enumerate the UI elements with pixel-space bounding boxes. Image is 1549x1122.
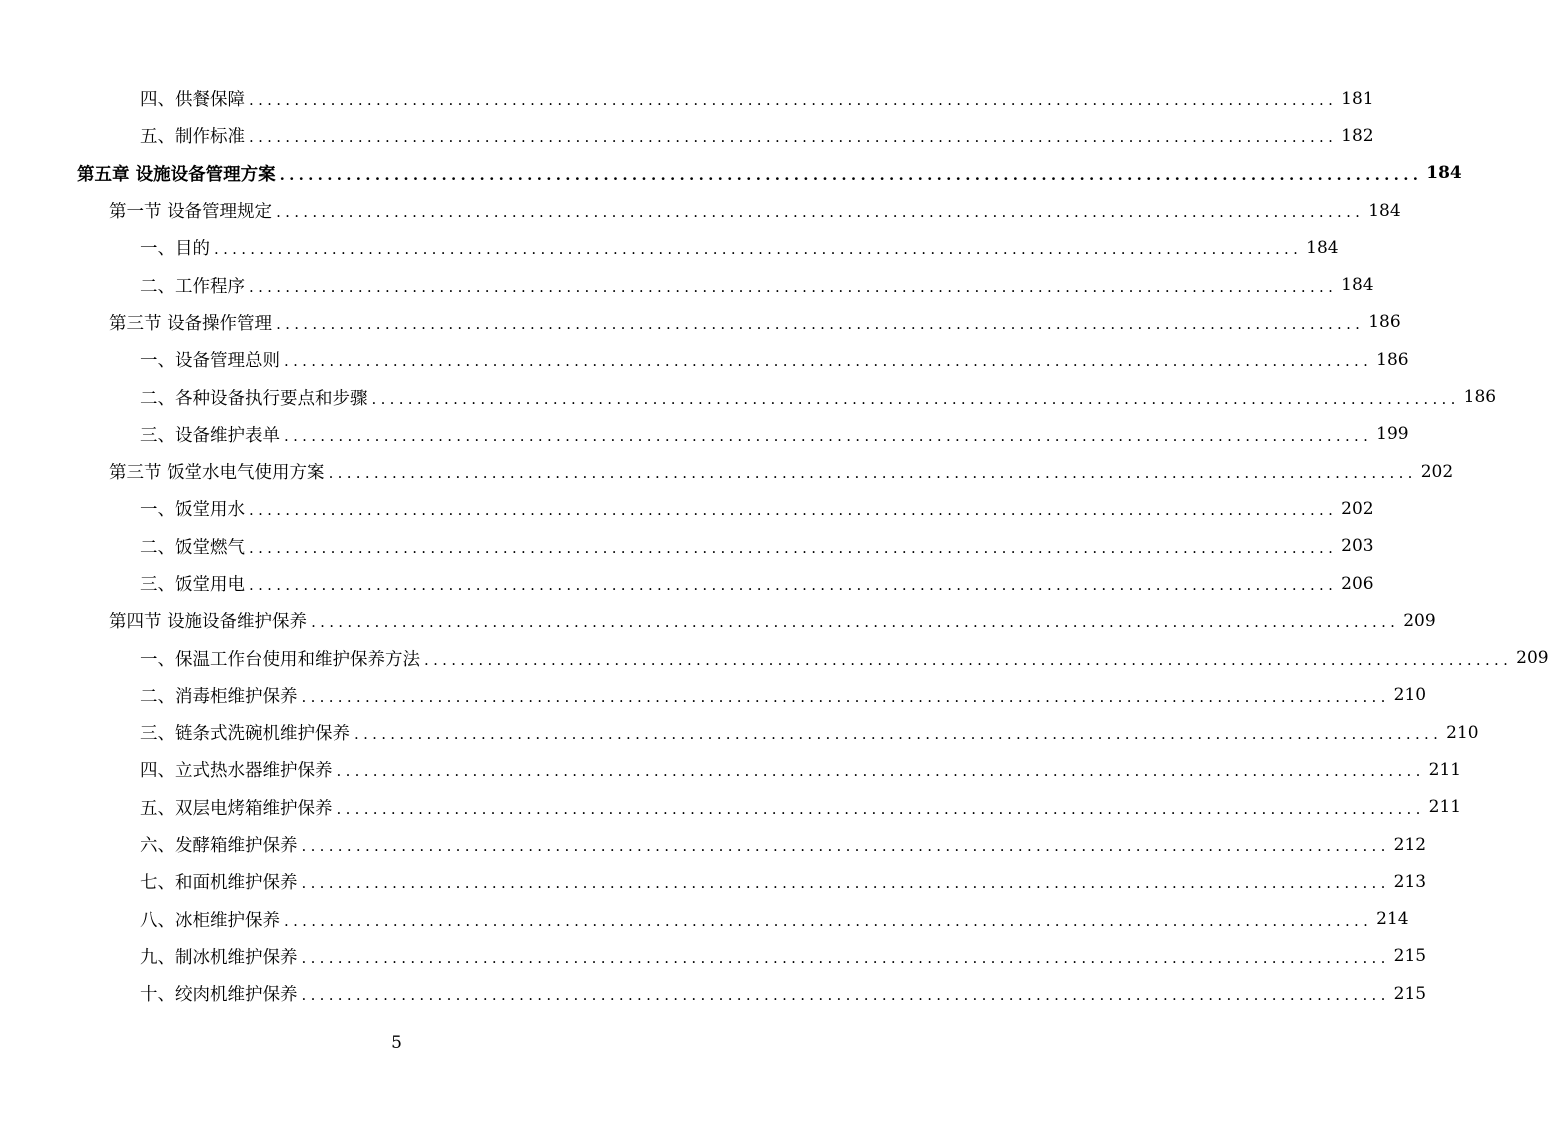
toc-entry-title: 七、和面机维护保养 xyxy=(140,873,298,894)
dot-leader: ........................................................................................................................ xyxy=(301,837,1390,856)
toc-entry-page: 211 xyxy=(1428,797,1462,818)
toc-entry[interactable] xyxy=(0,80,1374,117)
toc-entry-page: 214 xyxy=(1376,909,1409,930)
toc-entry-title: 五、制作标准 xyxy=(140,127,245,148)
toc-entry[interactable] xyxy=(0,789,1462,826)
dot-leader: ........................................................................................................................ xyxy=(249,576,1338,594)
toc-entry[interactable] xyxy=(0,528,1374,565)
toc-entry[interactable] xyxy=(0,826,1427,863)
toc-entry-page: 184 xyxy=(1306,237,1339,258)
toc-entry-title: 五、双层电烤箱维护保养 xyxy=(140,798,333,819)
toc-entry-page: 210 xyxy=(1393,685,1427,706)
toc-entry-page: 209 xyxy=(1516,648,1549,669)
toc-entry-title: 九、制冰机维护保养 xyxy=(140,947,298,968)
toc-entry-title: 一、目的 xyxy=(140,239,210,260)
toc-entry-page: 210 xyxy=(1446,722,1479,743)
toc-entry-page: 202 xyxy=(1420,461,1454,482)
toc-entry[interactable] xyxy=(0,490,1374,527)
toc-entry[interactable] xyxy=(0,901,1409,938)
toc-entry[interactable] xyxy=(0,378,1497,415)
toc-entry-title: 六、发酵箱维护保养 xyxy=(140,836,298,857)
toc-entry-title: 第五章 设施设备管理方案 xyxy=(77,164,276,185)
toc-entry[interactable] xyxy=(0,155,1462,192)
toc-entry[interactable] xyxy=(0,341,1409,378)
dot-leader: ........................................................................................................................ xyxy=(249,277,1338,296)
toc-entry-page: 181 xyxy=(1341,88,1374,109)
toc-entry-page: 213 xyxy=(1393,871,1427,892)
dot-leader: ........................................................................................................................ xyxy=(311,613,1400,632)
toc-entry[interactable] xyxy=(0,639,1549,676)
toc-entry-page: 199 xyxy=(1376,424,1409,445)
toc-entry-title: 三、设备维护表单 xyxy=(140,425,280,446)
dot-leader: ........................................................................................................................ xyxy=(336,762,1425,781)
dot-leader: ........................................................................................................................ xyxy=(249,538,1338,557)
toc-entry[interactable] xyxy=(0,565,1374,602)
toc-entry-title: 一、饭堂用水 xyxy=(140,500,245,521)
toc-entry-page: 209 xyxy=(1403,610,1436,631)
toc-entry[interactable] xyxy=(0,229,1339,266)
dot-leader: ........................................................................................................................ xyxy=(354,725,1443,744)
page-number: 5 xyxy=(391,1033,402,1053)
dot-leader: ........................................................................................................................ xyxy=(276,203,1365,222)
dot-leader: ........................................................................................................................ xyxy=(301,986,1390,1005)
toc-entry-page: 186 xyxy=(1376,349,1409,370)
toc-entry[interactable] xyxy=(0,602,1436,639)
toc-entry[interactable] xyxy=(0,192,1401,229)
toc-entry-title: 三、饭堂用电 xyxy=(140,575,245,595)
toc-entry-title: 二、饭堂燃气 xyxy=(140,537,245,558)
dot-leader: ........................................................................................................................ xyxy=(284,352,1373,371)
toc-entry[interactable] xyxy=(0,677,1427,714)
toc-entry-title: 四、立式热水器维护保养 xyxy=(140,761,333,782)
table-of-contents xyxy=(0,80,1549,1012)
toc-entry[interactable] xyxy=(0,117,1374,154)
toc-entry[interactable] xyxy=(0,751,1462,788)
toc-entry-title: 四、供餐保障 xyxy=(140,90,245,111)
dot-leader: ........................................................................................................................ xyxy=(328,464,1417,483)
toc-entry-page: 206 xyxy=(1341,573,1374,594)
toc-entry-title: 二、消毒柜维护保养 xyxy=(140,686,298,707)
toc-entry[interactable] xyxy=(0,863,1427,900)
toc-entry-title: 第四节 设施设备维护保养 xyxy=(109,612,308,633)
dot-leader: ........................................................................................................................ xyxy=(284,426,1373,445)
toc-entry-page: 184 xyxy=(1368,200,1401,221)
dot-leader: ........................................................................................................................ xyxy=(301,687,1390,706)
toc-entry-page: 186 xyxy=(1463,387,1497,408)
dot-leader: ........................................................................................................................ xyxy=(371,389,1460,408)
toc-entry-title: 十、绞肉机维护保养 xyxy=(140,985,298,1006)
dot-leader: ........................................................................................................................ xyxy=(249,128,1338,147)
toc-entry[interactable] xyxy=(0,938,1427,975)
dot-leader: ........................................................................................................................ xyxy=(301,874,1390,893)
dot-leader: ........................................................................................................................ xyxy=(214,240,1303,259)
toc-entry-title: 第三节 设备操作管理 xyxy=(109,313,273,334)
toc-entry-title: 一、保温工作台使用和维护保养方法 xyxy=(140,649,420,670)
toc-entry[interactable] xyxy=(0,453,1454,490)
dot-leader: ........................................................................................................................ xyxy=(336,799,1425,818)
toc-entry-title: 第一节 设备管理规定 xyxy=(109,202,273,223)
toc-entry[interactable] xyxy=(0,416,1409,453)
dot-leader: ........................................................................................................................ xyxy=(249,91,1338,110)
toc-entry[interactable] xyxy=(0,266,1374,303)
dot-leader: ........................................................................................................................ xyxy=(279,165,1423,184)
toc-entry-page: 211 xyxy=(1428,759,1462,780)
dot-leader: ........................................................................................................................ xyxy=(424,650,1513,669)
toc-entry-title: 二、各种设备执行要点和步骤 xyxy=(140,388,368,409)
toc-entry-page: 184 xyxy=(1341,275,1374,296)
toc-entry-page: 202 xyxy=(1341,498,1374,519)
toc-entry-page: 184 xyxy=(1426,163,1462,184)
toc-entry-title: 一、设备管理总则 xyxy=(140,351,280,372)
toc-entry-page: 186 xyxy=(1368,312,1401,333)
toc-entry-page: 215 xyxy=(1393,983,1427,1004)
toc-entry[interactable] xyxy=(0,975,1427,1012)
toc-entry-page: 203 xyxy=(1341,536,1374,557)
dot-leader: ........................................................................................................................ xyxy=(276,314,1365,333)
dot-leader: ........................................................................................................................ xyxy=(301,948,1390,967)
toc-entry[interactable] xyxy=(0,304,1401,341)
dot-leader: ........................................................................................................................ xyxy=(284,911,1373,930)
toc-entry[interactable] xyxy=(0,714,1479,751)
toc-entry-title: 第三节 饭堂水电气使用方案 xyxy=(109,463,325,484)
dot-leader: ........................................................................................................................ xyxy=(249,501,1338,520)
toc-entry-title: 二、工作程序 xyxy=(140,276,245,297)
toc-entry-title: 三、链条式洗碗机维护保养 xyxy=(140,724,350,745)
toc-entry-page: 212 xyxy=(1393,834,1427,855)
toc-entry-page: 215 xyxy=(1393,946,1427,967)
toc-entry-page: 182 xyxy=(1341,125,1374,146)
toc-entry-title: 八、冰柜维护保养 xyxy=(140,910,280,931)
